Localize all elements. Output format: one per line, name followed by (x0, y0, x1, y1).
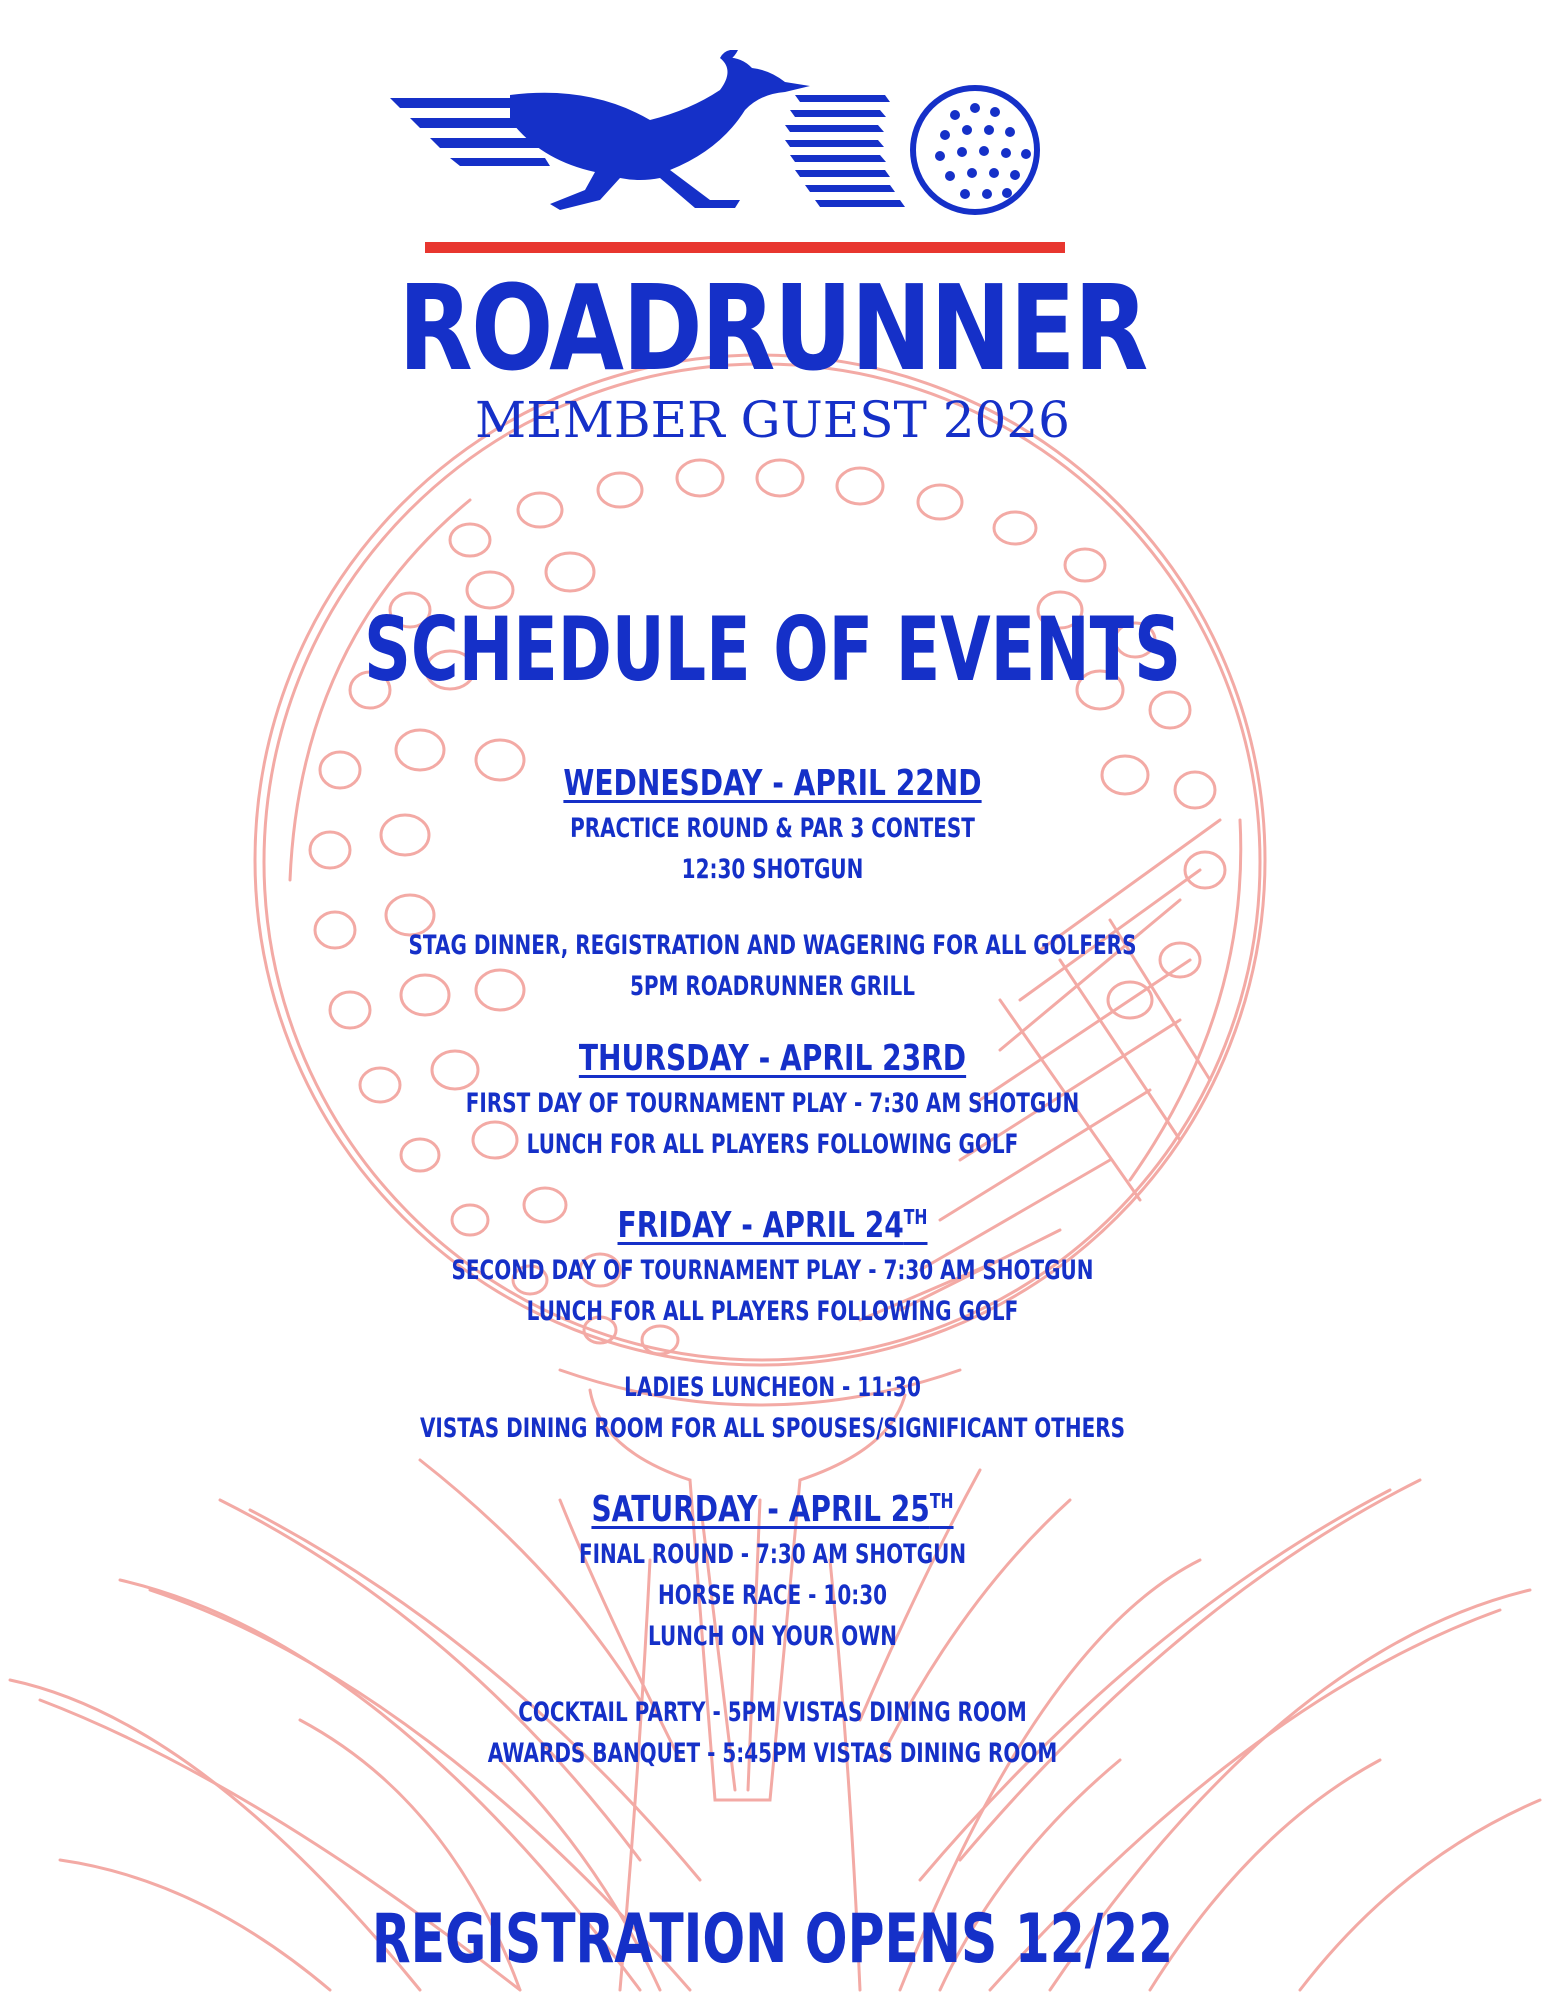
event-line: VISTAS DINING ROOM FOR ALL SPOUSES/SIGNIFICANT OTHERS (419, 1413, 1126, 1444)
day-title: THURSDAY - APRIL 23RD (578, 1038, 967, 1079)
day-title-text: SATURDAY - APRIL 25 (591, 1489, 930, 1530)
event-line: STAG DINNER, REGISTRATION AND WAGERING FOR ALL GOLFERS (408, 930, 1137, 961)
day-saturday (0, 1477, 1545, 1774)
roadrunner-golfball-logo-icon (390, 50, 1070, 230)
day-thursday (0, 1035, 1545, 1165)
event-line: 12:30 SHOTGUN (681, 854, 864, 885)
day-title (170, 1477, 1375, 1534)
day-wednesday (0, 760, 1545, 1007)
ordinal-suffix: TH (929, 1489, 954, 1513)
day-title-text: FRIDAY - APRIL 24 (617, 1205, 904, 1246)
event-line: SECOND DAY OF TOURNAMENT PLAY - 7:30 AM SHOTGUN (451, 1255, 1094, 1286)
brand-subtitle: MEMBER GUEST 2026 (475, 391, 1070, 449)
event-line: FIRST DAY OF TOURNAMENT PLAY - 7:30 AM SHOTGUN (465, 1088, 1080, 1119)
event-line: COCKTAIL PARTY - 5PM VISTAS DINING ROOM (518, 1697, 1027, 1728)
event-line: FINAL ROUND - 7:30 AM SHOTGUN (578, 1539, 967, 1570)
schedule-heading: SCHEDULE OF EVENTS (364, 598, 1181, 701)
event-line: LADIES LUNCHEON - 11:30 (624, 1372, 921, 1403)
event-line: LUNCH FOR ALL PLAYERS FOLLOWING GOLF (526, 1296, 1019, 1327)
event-line: LUNCH FOR ALL PLAYERS FOLLOWING GOLF (526, 1129, 1019, 1160)
brand-title: ROADRUNNER (398, 259, 1147, 397)
day-friday (0, 1193, 1545, 1449)
day-title: WEDNESDAY - APRIL 22ND (563, 763, 982, 804)
red-divider (425, 242, 1065, 253)
event-line: HORSE RACE - 10:30 (657, 1580, 888, 1611)
day-title (170, 1193, 1375, 1250)
event-line: 5PM ROADRUNNER GRILL (630, 971, 915, 1002)
event-line: AWARDS BANQUET - 5:45PM VISTAS DINING ROOM (487, 1738, 1058, 1769)
schedule-of-events (0, 760, 1545, 1774)
registration-notice: REGISTRATION OPENS 12/22 (371, 1900, 1174, 1979)
ordinal-suffix: TH (903, 1205, 928, 1229)
event-line: LUNCH ON YOUR OWN (647, 1621, 898, 1652)
event-line: PRACTICE ROUND & PAR 3 CONTEST (570, 813, 975, 844)
